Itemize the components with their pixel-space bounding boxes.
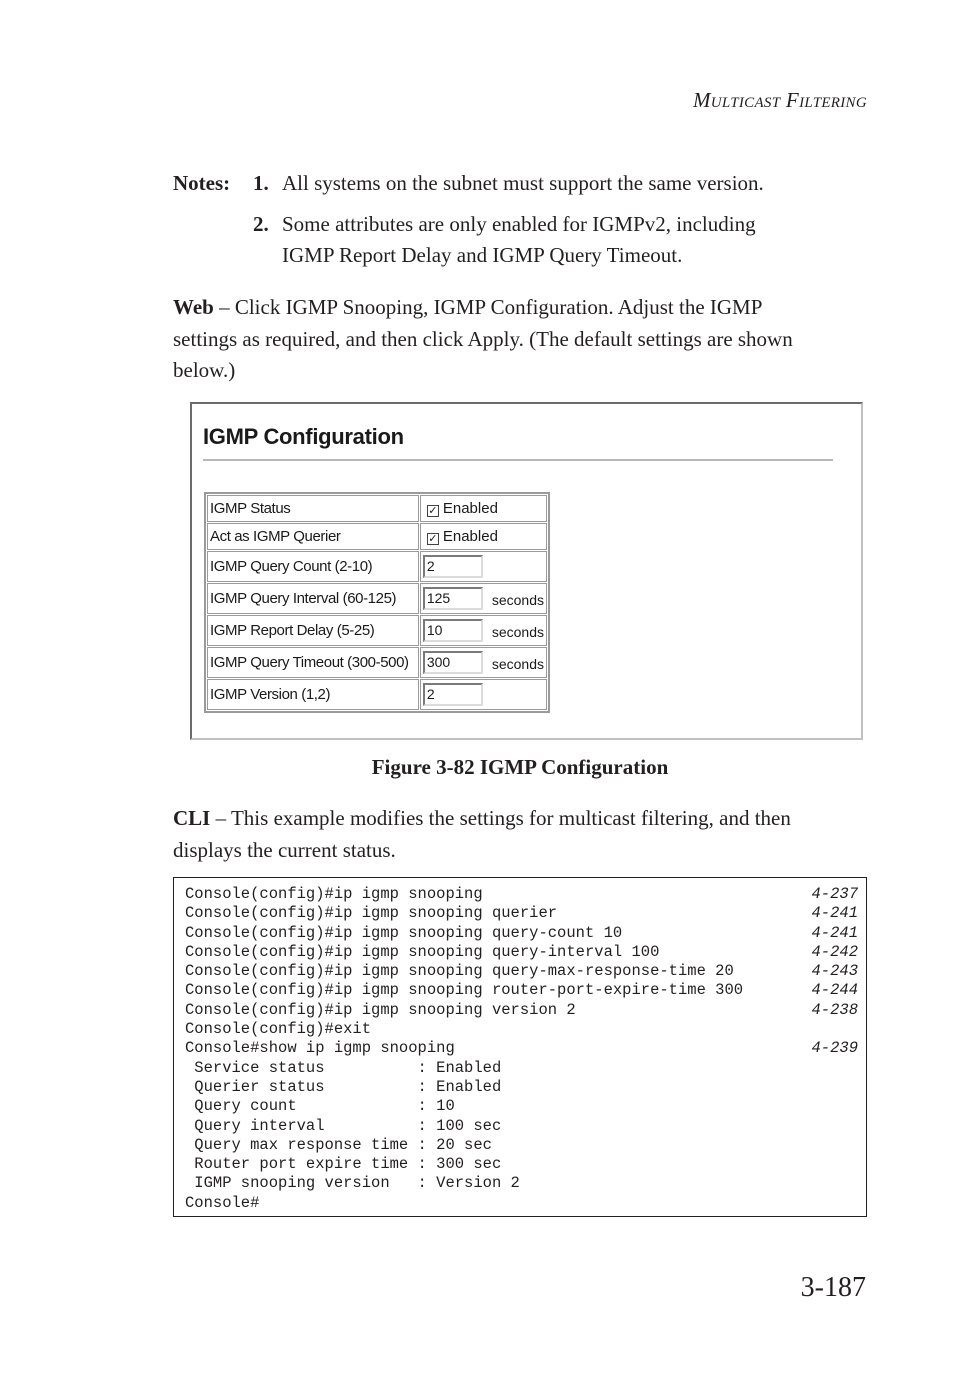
code-text: Console(config)#ip igmp snooping querier [185,904,558,923]
table-row [207,523,547,550]
web-label: Web [173,295,214,319]
code-text: Querier status : Enabled [185,1077,502,1096]
title-divider [203,459,833,461]
table-row [207,551,547,582]
header-initial-f: F [780,88,800,112]
code-line [185,1174,866,1193]
notes-block [173,168,873,271]
igmp-version-input[interactable]: 2 [423,683,483,706]
code-text: Console(config)#exit [185,1020,372,1039]
setting-value [420,583,547,614]
code-line [185,924,866,943]
header-initial-m: M [692,88,711,112]
setting-value [420,647,547,678]
notes-label: Notes: [173,171,231,195]
setting-label: IGMP Status [207,495,419,522]
page-number: 3-187 [800,1272,866,1303]
code-line [185,904,866,923]
unit-label: seconds [491,656,544,672]
unit-label: seconds [491,592,544,608]
code-text: Query count : 10 [185,1097,455,1116]
command-page-reference: 4-244 [811,981,858,1000]
note-1 [173,168,873,199]
code-line [185,1117,866,1136]
table-row [207,583,547,614]
code-text: Console(config)#ip igmp snooping version 2 [185,1000,576,1019]
command-page-reference: 4-241 [811,923,858,942]
code-text: IGMP snooping version : Version 2 [185,1174,520,1193]
cli-text-line: displays the current status. [173,837,396,862]
cli-text-line: – This example modifies the settings for multicast filtering, and then [210,806,791,830]
code-line [185,943,866,962]
code-line [185,1078,866,1097]
figure-caption: Figure 3-82 IGMP Configuration [371,755,669,779]
cli-paragraph [173,803,873,866]
table-row [207,679,547,710]
code-line [185,1136,866,1155]
note-number: 2. [253,212,269,236]
running-header [693,88,867,113]
web-text-line: settings as required, and then click Apply. (The default settings are shown [173,326,793,351]
setting-label: IGMP Query Count (2-10) [207,551,419,582]
code-text: Console(config)#ip igmp snooping router-port-expire-time 300 [185,981,744,1000]
setting-value [420,679,547,710]
code-line [185,1097,866,1116]
note-text: IGMP Report Delay and IGMP Query Timeout. [282,243,683,267]
command-page-reference: 4-238 [811,1000,858,1019]
cli-label: CLI [173,806,211,830]
setting-label: IGMP Report Delay (5-25) [207,615,419,646]
figure-page-title: IGMP Configuration [203,424,404,449]
setting-value [420,495,547,522]
code-text: Query max response time : 20 sec [185,1135,492,1154]
code-line [185,1020,866,1039]
igmp-settings-table [204,492,550,713]
table-row [207,495,547,522]
setting-label: IGMP Query Interval (60-125) [207,583,419,614]
note-text: Some attributes are only enabled for IGMPv2, including [282,212,756,236]
web-text-line: – Click IGMP Snooping, IGMP Configuration. Adjust the IGMP [213,295,763,319]
code-line [185,1001,866,1020]
setting-label: IGMP Version (1,2) [207,679,419,710]
code-line [185,1039,866,1058]
command-page-reference: 4-237 [811,885,858,903]
setting-value [420,551,547,582]
code-text: Console(config)#ip igmp snooping query-max-response-time 20 [185,962,734,981]
code-text: Query interval : 100 sec [185,1116,502,1135]
command-page-reference: 4-239 [811,1039,858,1058]
igmp-status-checkbox[interactable]: ✓ [428,505,438,517]
query-count-input[interactable]: 2 [423,555,483,578]
code-text: Console#show ip igmp snooping [185,1039,455,1058]
table-row [207,615,547,646]
note-number: 1. [253,171,269,195]
note-text: All systems on the subnet must support the same version. [282,171,764,195]
command-page-reference: 4-241 [811,904,858,923]
code-line [185,1194,866,1213]
code-text: Router port expire time : 300 sec [185,1155,502,1174]
code-line [185,981,866,1000]
command-page-reference: 4-243 [811,962,858,981]
setting-value [420,615,547,646]
note-2 [173,209,873,271]
header-word-2: ILTERING [799,95,867,111]
web-paragraph [173,292,873,387]
unit-label: seconds [491,624,544,640]
code-text: Service status : Enabled [185,1058,502,1077]
act-as-querier-checkbox[interactable]: ✓ [428,533,438,545]
web-text-line: below.) [173,358,236,382]
code-line [185,1059,866,1078]
header-word-1: ULTICAST [710,95,781,111]
cli-code-listing [173,877,867,1217]
command-page-reference: 4-242 [811,942,858,961]
setting-label: IGMP Query Timeout (300-500) [207,647,419,678]
checkbox-label: Enabled [442,500,498,517]
igmp-configuration-screenshot [190,402,863,740]
code-line [185,1155,866,1174]
code-line [185,885,866,904]
code-line [185,962,866,981]
setting-value [420,523,547,550]
code-text: Console(config)#ip igmp snooping query-count 10 [185,923,623,942]
checkbox-label: Enabled [442,528,498,545]
code-text: Console# [185,1193,260,1212]
code-text: Console(config)#ip igmp snooping [185,885,483,903]
query-timeout-input[interactable]: 300 [423,651,483,674]
setting-label: Act as IGMP Querier [207,523,419,550]
code-text: Console(config)#ip igmp snooping query-interval 100 [185,942,660,961]
table-row [207,647,547,678]
report-delay-input[interactable]: 10 [423,619,483,642]
query-interval-input[interactable]: 125 [423,587,483,610]
